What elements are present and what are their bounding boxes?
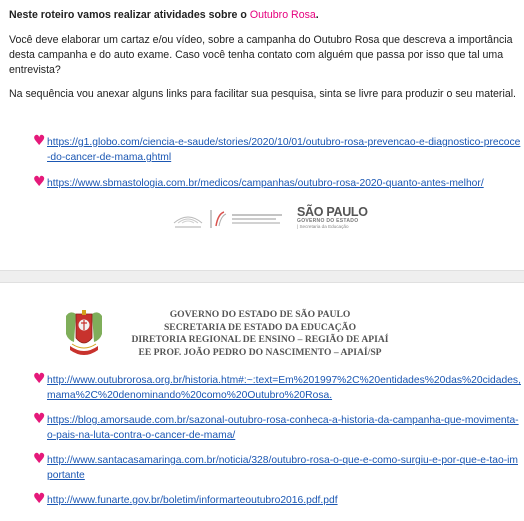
intro-line (9, 8, 519, 23)
heart-icon: ♥ (33, 411, 46, 427)
heart-icon: ♥ (33, 491, 46, 507)
heart-icon: ♥ (33, 451, 46, 467)
heart-icon: ♥ (33, 371, 46, 387)
link-sbmastologia[interactable]: https://www.sbmastologia.com.br/medicos/campanhas/outubro-rosa-2020-quanto-antes-melhor/ (47, 178, 484, 189)
link-item (33, 413, 521, 443)
header-line-secretaria: SECRETARIA DE ESTADO DA EDUCAÇÃO (163, 321, 357, 333)
link-item (33, 135, 521, 165)
header-line-diretoria: DIRETORIA REGIONAL DE ENSINO – REGIÃO DE APIAÍ (131, 334, 389, 345)
link-santacasa[interactable]: http://www.santacasamaringa.com.br/noticia/328/outubro-rosa-o-que-e-como-surgiu-e-por-que-e-tao-importante (47, 455, 519, 481)
sp-logo-title: SÃO PAULO (297, 205, 368, 219)
intro-text: Neste roteiro vamos realizar atividades sobre o (9, 9, 247, 21)
link-item (33, 373, 521, 403)
school-header (110, 309, 410, 359)
sp-coat-of-arms-icon (62, 308, 106, 360)
link-item (33, 453, 521, 483)
header-line-escola: EE PROF. JOÃO PEDRO DO NASCIMENTO – APIAÍ/SP (138, 346, 382, 358)
rede-logo-icon (170, 209, 206, 231)
link-item (33, 176, 521, 191)
link-item (33, 493, 521, 508)
paragraph-cartaz: Você deve elaborar um cartaz e/ou vídeo, sobre a campanha do Outubro Rosa que descreva a importância desta campanha e do auto exame. Caso você tenha contato com alguém que passa por isso que tal uma entrevista? (9, 34, 513, 76)
page-break (0, 270, 524, 283)
escola-logo-icon (210, 208, 290, 230)
logos-strip (170, 205, 370, 235)
link-outubrorosa[interactable]: http://www.outubrorosa.org.br/historia.htm#:~:text=Em%201997%2C%20entidades%20das%20cidades,mama%2C%20denominando%20como%20Outubro%20Rosa. (47, 375, 521, 401)
sp-logo-secretaria: | Secretaria da Educação (297, 224, 349, 229)
link-g1[interactable]: https://g1.globo.com/ciencia-e-saude/stories/2020/10/01/outubro-rosa-prevencao-e-diagnostico-precoce-do-cancer-de-mama.ghtml (47, 137, 521, 163)
sp-logo-subtitle: GOVERNO DO ESTADO (297, 218, 359, 224)
heart-icon: ♥ (33, 133, 46, 149)
link-amorsaude[interactable]: https://blog.amorsaude.com.br/sazonal-outubro-rosa-conheca-a-historia-da-campanha-que-movimenta-o-pais-na-luta-contra-o-cancer-de-mama/ (47, 415, 519, 441)
link-funarte[interactable]: http://www.funarte.gov.br/boletim/informarteoutubro2016.pdf.pdf (47, 495, 338, 506)
paragraph-links-intro: Na sequência vou anexar alguns links para facilitar sua pesquisa, sinta se livre para produzir o seu material. (9, 88, 517, 100)
header-line-governo: GOVERNO DO ESTADO DE SÃO PAULO (169, 309, 351, 320)
intro-end: . (315, 9, 319, 21)
intro-highlight: Outubro Rosa (249, 9, 316, 21)
heart-icon: ♥ (33, 174, 46, 190)
sao-paulo-logo (297, 206, 371, 236)
